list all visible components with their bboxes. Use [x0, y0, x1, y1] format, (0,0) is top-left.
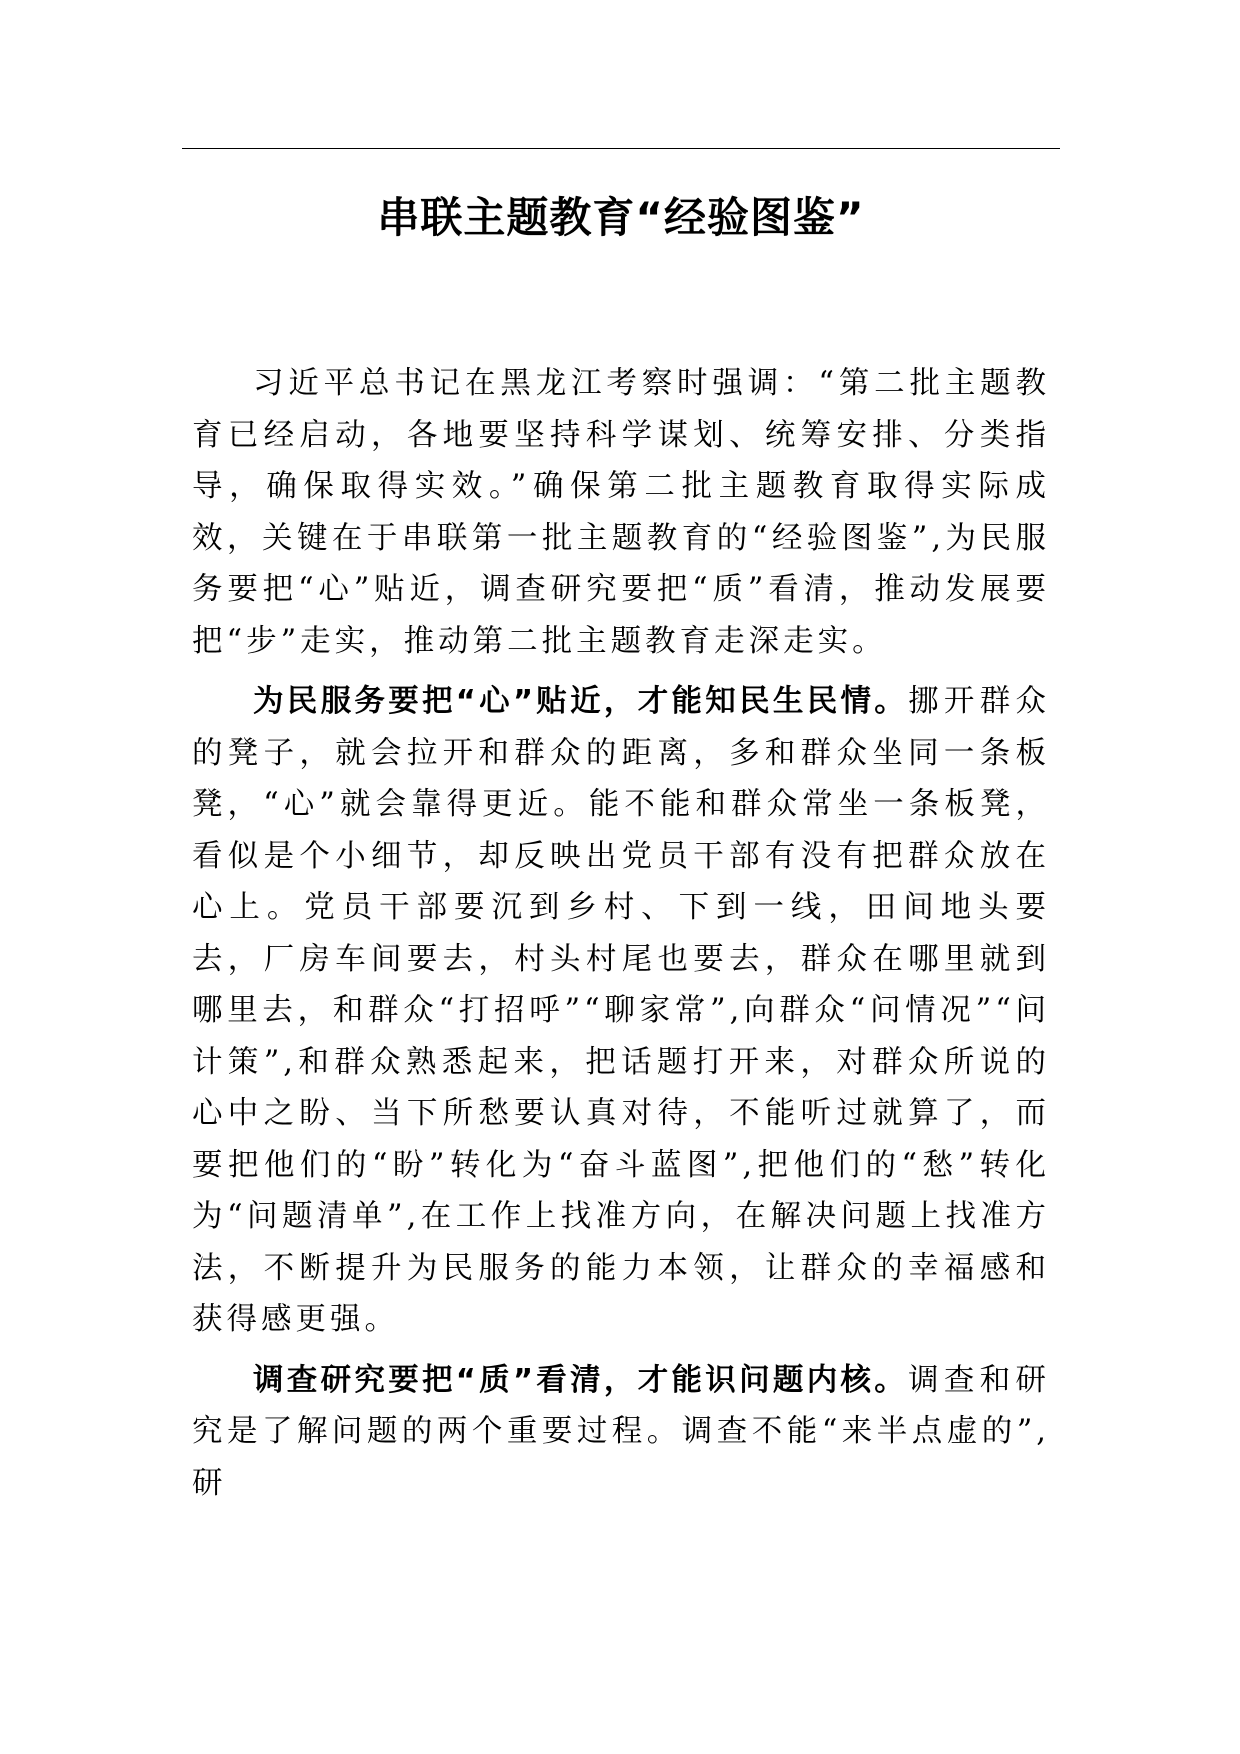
paragraph-research-text: 调查和研究是了解问题的两个重要过程。调查不能“来半点虚的”,研	[192, 1362, 1051, 1501]
paragraph-serve-people-lead: 为民服务要把“心”贴近，才能知民生民情。	[253, 684, 909, 719]
header-rule	[182, 148, 1060, 149]
paragraph-serve-people	[192, 676, 1050, 1346]
paragraph-serve-people-text: 挪开群众的凳子，就会拉开和群众的距离，多和群众坐同一条板凳，“心”就会靠得更近。能不能和群众常坐一条板凳，看似是个小细节，却反映出党员干部有没有把群众放在心上。党员干部要沉到乡村、下到一线，田间地头要去，厂房车间要去，村头村尾也要去，群众在哪里就到哪里去，和群众“打招呼”“聊家常”,向群众“问情况”“问计策”,和群众熟悉起来，把话题打开来，对群众所说的心中之盼、当下所愁要认真对待，不能听过就算了，而要把他们的“盼”转化为“奋斗蓝图”,把他们的“愁”转化为“问题清单”,在工作上找准方向，在解决问题上找准方法，不断提升为民服务的能力本领，让群众的幸福感和获得感更强。	[192, 684, 1051, 1337]
paragraph-research-lead: 调查研究要把“质”看清，才能识问题内核。	[253, 1362, 909, 1398]
paragraph-research	[192, 1355, 1050, 1510]
paragraph-intro-text: 习近平总书记在黑龙江考察时强调：“第二批主题教育已经启动，各地要坚持科学谋划、统筹安排、分类指导，确保取得实效。”确保第二批主题教育取得实际成效，关键在于串联第一批主题教育的“经验图鉴”,为民服务要把“心”贴近，调查研究要把“质”看清，推动发展要把“步”走实，推动第二批主题教育走深走实。	[192, 366, 1050, 659]
document-body	[192, 358, 1050, 1518]
paragraph-intro	[192, 358, 1050, 667]
document-title: 串联主题教育“经验图鉴”	[377, 193, 865, 242]
